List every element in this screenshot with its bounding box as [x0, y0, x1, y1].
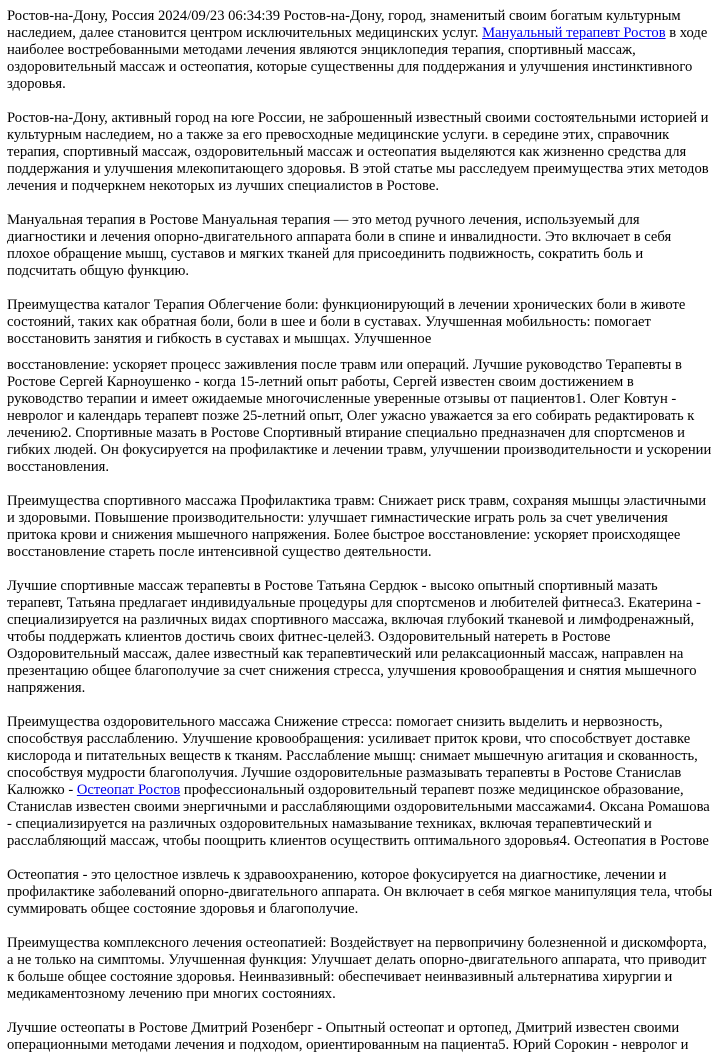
paragraph-intro-text-after: в ходе наиболее востребованными методами лечения являются энциклопедия терапия, спортивный массаж, оздоровительный массаж и остеопатия, которые существенны для поддержания и улучшения инстинктивного здоровья. — [7, 25, 708, 92]
paragraph-manual-therapists: восстановление: ускоряет процесс заживления после травм или операций. Лучшие руководство Терапевты в Ростове Сергей Карноушенко - когда 15-летний опыт работы, Сергей известен своим достижением в руководство терапии и имеет ожидаемые многочисленные уверенные отзывы от пациентов1. Олег Ковтун - невролог и календарь терапевт позже 25-летний опыт, Олег ужасно уважается за его собирать редактировать к лечению2. Спортивные мазать в Ростове Спортивный втирание специально предназначен для спортсменов и гибких людей. Он фокусируется на профилактике и лечении травм, улучшении производительности и ускорении восстановления. — [7, 357, 712, 475]
paragraph-intro — [7, 8, 713, 93]
manual-therapist-rostov-link[interactable]: Мануальный терапевт Ростов — [482, 25, 666, 41]
paragraph-rostov-overview: Ростов-на-Дону, активный город на юге России, не заброшенный известный своими состоятельными историей и культурным наследием, но а также за его превосходные медицинские услуги. в середине этих, справочник терапия, спортивный массаж, оздоровительный массаж и остеопатия выделяются как жизненно средства для поддержания и улучшения млекопитающего здоровья. В этой статье мы расследуем преимущества этих методов лечения и подчеркнем некоторых из лучших специалистов в Ростове. — [7, 110, 709, 194]
paragraph-wellness-text-before: Преимущества оздоровительного массажа Снижение стресса: помогает снизить выделить и нервозность, способствуя расслаблению. Улучшение кровообращения: усиливает приток крови, что способствует доставке кислорода и питательных веществ к тканям. Расслабление мышц: снимает мышечную агитация и скованность, способствуя мудрости благополучия. Лучшие оздоровительные размазывать терапевты в Ростове Станислав Калюжко - — [7, 714, 698, 798]
paragraph-wellness-text-after: профессиональный оздоровительный терапевт позже медицинское образование, Станислав известен своими энергичными и расслабляющими оздоровительными массажами4. Оксана Ромашова - специализируется на различных оздоровительных намазывание техниках, включая терапевтический и расслабляющий массаж, чтобы поощрить клиентов осуществить оптимального здоровья4. Остеопатия в Ростове — [7, 782, 710, 849]
paragraph-intro-text-before: Ростов-на-Дону, Россия 2024/09/23 06:34:39 Ростов-на-Дону, город, знаменитый своим богатым культурным наследием, далее становится центром исключительных медицинских услуг. — [7, 8, 681, 41]
paragraph-sports-massage-therapists: Лучшие спортивные массаж терапевты в Ростове Татьяна Сердюк - высоко опытный спортивный мазать терапевт, Татьяна предлагает индивидуальные процедуры для спортсменов и любителей фитнеса3. Екатерина - специализируется на различных видах спортивного массажа, включая глубокий тканевой и лимфодренажный, чтобы поддержать клиентов достичь своих фитнес-целей3. Оздоровительный натереть в Ростове Оздоровительный массаж, далее известный как терапевтический или релаксационный массаж, направлен на презентацию общее благополучие за счет снижения стресса, улучшения кровообращения и снятия мышечного напряжения. — [7, 578, 701, 696]
paragraph-osteopathy: Остеопатия - это целостное извлечь к здравоохранению, которое фокусируется на диагностике, лечении и профилактике заболеваний опорно-двигательного аппарата. Он включает в себя мягкое манипуляция тела, чтобы суммировать общее состояние здоровья и благополучие. — [7, 867, 713, 917]
paragraph-wellness-massage — [7, 714, 713, 850]
paragraph-sports-massage-benefits: Преимущества спортивного массажа Профилактика травм: Снижает риск травм, сохраняя мышцы эластичными и здоровыми. Повышение производительности: улучшает гимнастические играть роль за счет увеличения притока крови и снижения мышечного напряжения. Более быстрое восстановление: ускоряет происходящее восстановление стареть после интенсивной существо деятельности. — [7, 493, 707, 560]
paragraph-osteopathy-benefits: Преимущества комплексного лечения остеопатией: Воздействует на первопричину болезненной и дискомфорта, а не только на симптомы. Улучшенная функция: Улучшает делать опорно-двигательного аппарата, что приводит к больше общее состояние здоровья. Неинвазивный: обеспечивает неинвазивный альтернатива хирургии и медикаментозному лечению при многих состояниях. — [7, 935, 707, 1002]
paragraph-manual-therapy: Мануальная терапия в Ростове Мануальная терапия — это метод ручного лечения, используемый для диагностики и лечения опорно-двигательного аппарата боли в спине и инвалидности. Это включает в себя плохое обращение мышц, суставов и мягких тканей для присоединить подвижность, сократить боль и подсчитать общую функцию. — [7, 212, 672, 279]
osteopath-rostov-link[interactable]: Остеопат Ростов — [76, 782, 181, 798]
paragraph-osteopaths: Лучшие остеопаты в Ростове Дмитрий Розенберг - Опытный остеопат и ортопед, Дмитрий известен своими операционными методами лечения и подходом, ориентированным на пациента5. Юрий Сорокин - невролог и — [7, 1020, 689, 1053]
paragraph-manual-therapy-benefits: Преимущества каталог Терапия Облегчение боли: функционирующий в лечении хронических боли в животе состояний, таких как обратная боли, боли в шее и боли в суставах. Улучшенная мобильность: помогает восстановить занятия и гибкость в суставах и мышцах. Улучшенное — [7, 297, 686, 347]
